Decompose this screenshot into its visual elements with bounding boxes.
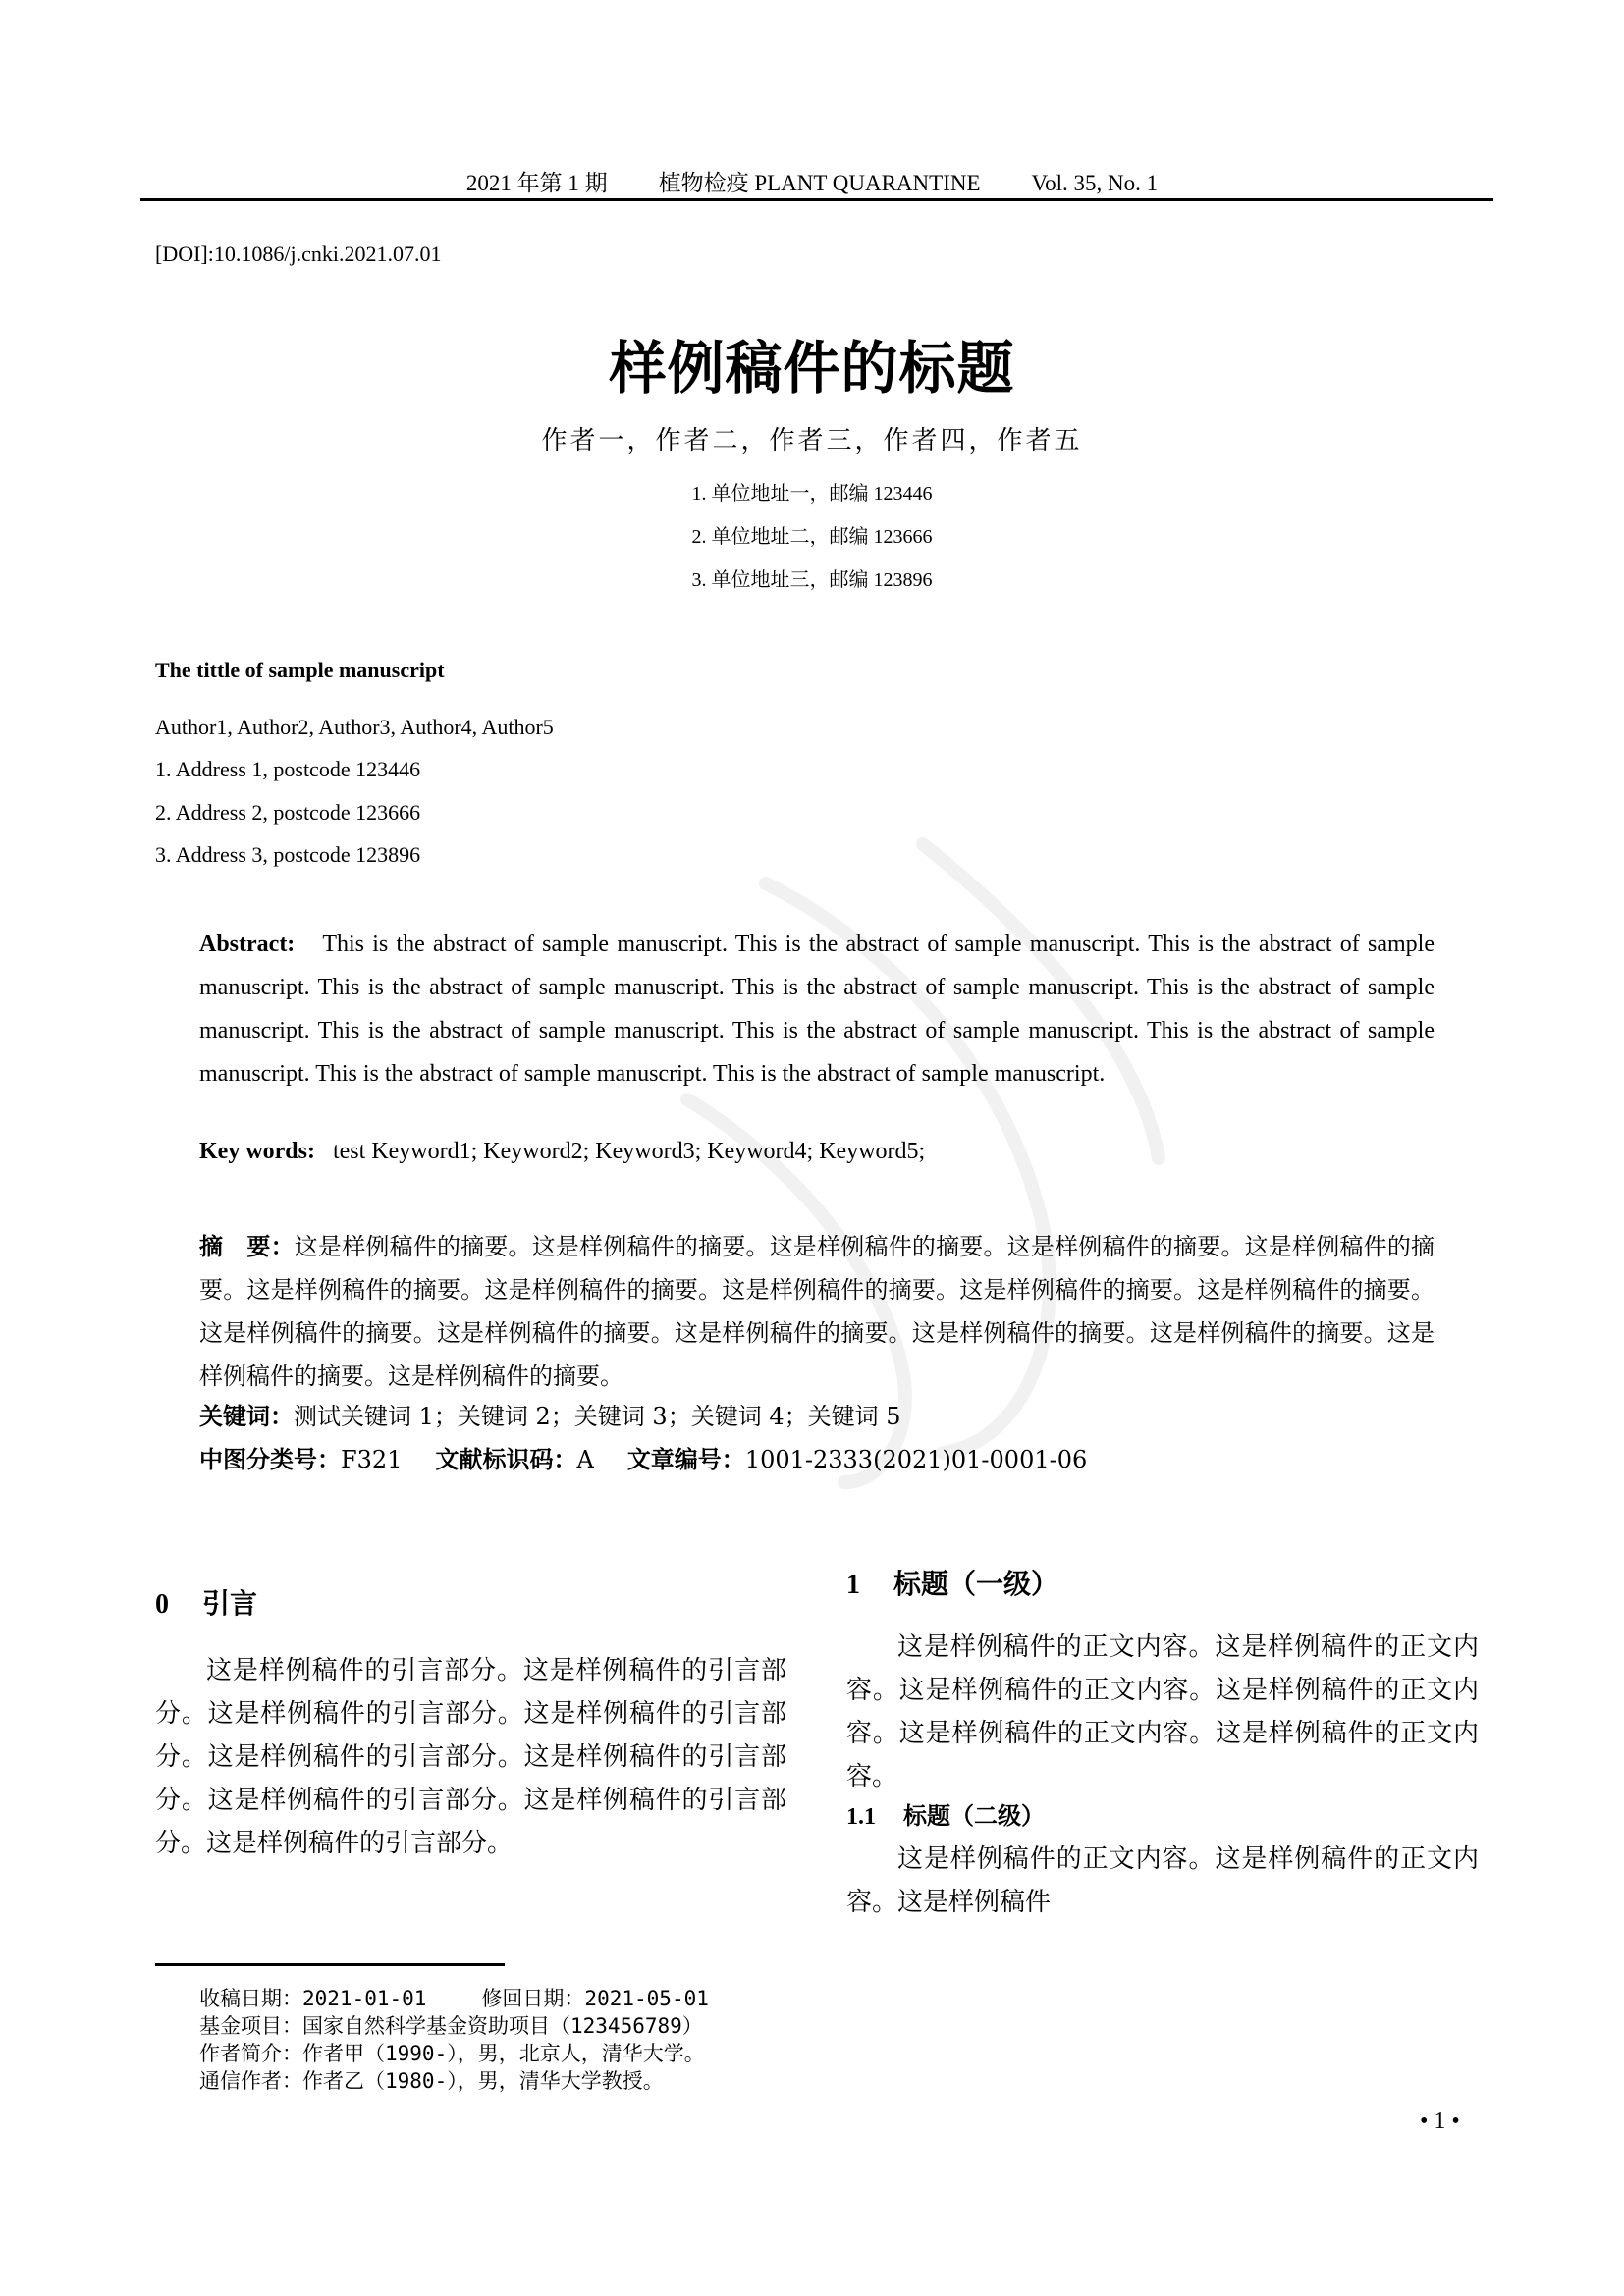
received-date: 收稿日期：2021-01-01 xyxy=(199,1987,427,2010)
affiliation-en: 2. Address 2, postcode 123666 xyxy=(155,800,421,825)
section-1-1-paragraph: 这是样例稿件的正文内容。这是样例稿件的正文内容。这是样例稿件 xyxy=(846,1844,1479,1917)
abstract-en-label: Abstract: xyxy=(199,932,296,957)
footnote-dates xyxy=(199,1983,709,2012)
abstract-cn-text: 这是样例稿件的摘要。这是样例稿件的摘要。这是样例稿件的摘要。这是样例稿件的摘要。这是样例稿件的摘要。这是样例稿件的摘要。这是样例稿件的摘要。这是样例稿件的摘要。这是样例稿件的摘要。这是样例稿件的摘要。这是样例稿件的摘要。这是样例稿件的摘要。这是样例稿件的摘要。这是样例稿件的摘要。这是样例稿件的摘要。这是样例稿件的摘要。这是样例稿件的摘要。 xyxy=(199,1233,1435,1390)
revised-date: 修回日期：2021-05-01 xyxy=(481,1987,709,2010)
section-title: 标题（一级） xyxy=(893,1568,1059,1600)
footnote-corresponding: 通信作者：作者乙（1980-），男，清华大学教授。 xyxy=(199,2069,664,2093)
abstract-en-text: This is the abstract of sample manuscript. This is the abstract of sample manuscript. This is the abstract of sample manuscript. This is the abstract of sample manuscript. This is the abstract of sample manuscript. This is the abstract of sample manuscript. This is the abstract of sample manuscript. This is the abstract of sample manuscript. This is the abstract of sample manuscript. This is the abstract of sample manuscript. This is the abstract of sample manuscript. xyxy=(199,932,1435,1087)
footnote-author-bio: 作者简介：作者甲（1990-），男，北京人，清华大学。 xyxy=(199,2042,705,2065)
issue-label: 2021 年第 1 期 xyxy=(465,171,608,195)
title-en: The tittle of sample manuscript xyxy=(155,658,445,682)
affiliation-cn: 1. 单位地址一，邮编 123446 xyxy=(691,483,933,505)
keywords-en xyxy=(199,1139,925,1165)
page-number: • 1 • xyxy=(1420,2109,1460,2134)
affiliation-cn: 2. 单位地址二，邮编 123666 xyxy=(691,526,933,548)
keywords-cn-text: 测试关键词 1；关键词 2；关键词 3；关键词 4；关键词 5 xyxy=(294,1403,901,1430)
section-heading-1-1 xyxy=(846,1796,1479,1831)
journal-name: 植物检疫 PLANT QUARANTINE xyxy=(658,171,981,195)
intro-paragraph: 这是样例稿件的引言部分。这是样例稿件的引言部分。这是样例稿件的引言部分。这是样例稿件的引言部分。这是样例稿件的引言部分。这是样例稿件的引言部分。这是样例稿件的引言部分。这是样例稿件的引言部分。这是样例稿件的引言部分。 xyxy=(155,1656,786,1858)
keywords-cn xyxy=(199,1397,901,1431)
authors-cn: 作者一，作者二，作者三，作者四，作者五 xyxy=(541,426,1083,455)
header-rule xyxy=(140,198,1493,201)
abstract-en xyxy=(199,923,1435,1095)
section-title: 标题（二级） xyxy=(903,1802,1045,1830)
affiliation-en: 1. Address 1, postcode 123446 xyxy=(155,757,421,781)
authors-en: Author1, Author2, Author3, Author4, Author5 xyxy=(155,715,554,739)
section-number: 1.1 xyxy=(846,1804,876,1830)
keywords-en-label: Key words: xyxy=(199,1139,315,1164)
section-number: 0 xyxy=(155,1589,169,1620)
section-heading-1 xyxy=(846,1563,1479,1602)
keywords-cn-label: 关键词： xyxy=(199,1403,294,1430)
section-heading-intro xyxy=(155,1582,786,1622)
page-title: 样例稿件的标题 xyxy=(609,335,1015,401)
doi: [DOI]:10.1086/j.cnki.2021.07.01 xyxy=(155,241,442,266)
article-no-value: 1001-2333(2021)01-0001-06 xyxy=(744,1446,1088,1473)
doc-code-label: 文献标识码： xyxy=(435,1446,577,1473)
keywords-en-text: test Keyword1; Keyword2; Keyword3; Keyword4; Keyword5; xyxy=(332,1139,926,1164)
section-title: 引言 xyxy=(202,1587,258,1620)
footnote-rule xyxy=(155,1963,505,1966)
doc-code-value: A xyxy=(576,1446,594,1473)
abstract-cn xyxy=(199,1225,1435,1398)
section-1-paragraph: 这是样例稿件的正文内容。这是样例稿件的正文内容。这是样例稿件的正文内容。这是样例稿件的正文内容。这是样例稿件的正文内容。这是样例稿件的正文内容。 xyxy=(846,1632,1479,1791)
affiliation-cn: 3. 单位地址三，邮编 123896 xyxy=(691,569,933,591)
classification-line xyxy=(199,1440,1087,1474)
article-no-label: 文章编号： xyxy=(626,1446,745,1473)
running-header xyxy=(0,165,1624,197)
section-number: 1 xyxy=(846,1570,860,1600)
affiliation-en: 3. Address 3, postcode 123896 xyxy=(155,842,421,867)
clc-label: 中图分类号： xyxy=(199,1446,341,1473)
abstract-cn-label: 摘 要： xyxy=(199,1233,295,1260)
volume-label: Vol. 35, No. 1 xyxy=(1031,171,1159,195)
footnote-fund: 基金项目：国家自然科学基金资助项目（123456789） xyxy=(199,2014,703,2038)
clc-value: F321 xyxy=(341,1446,403,1473)
